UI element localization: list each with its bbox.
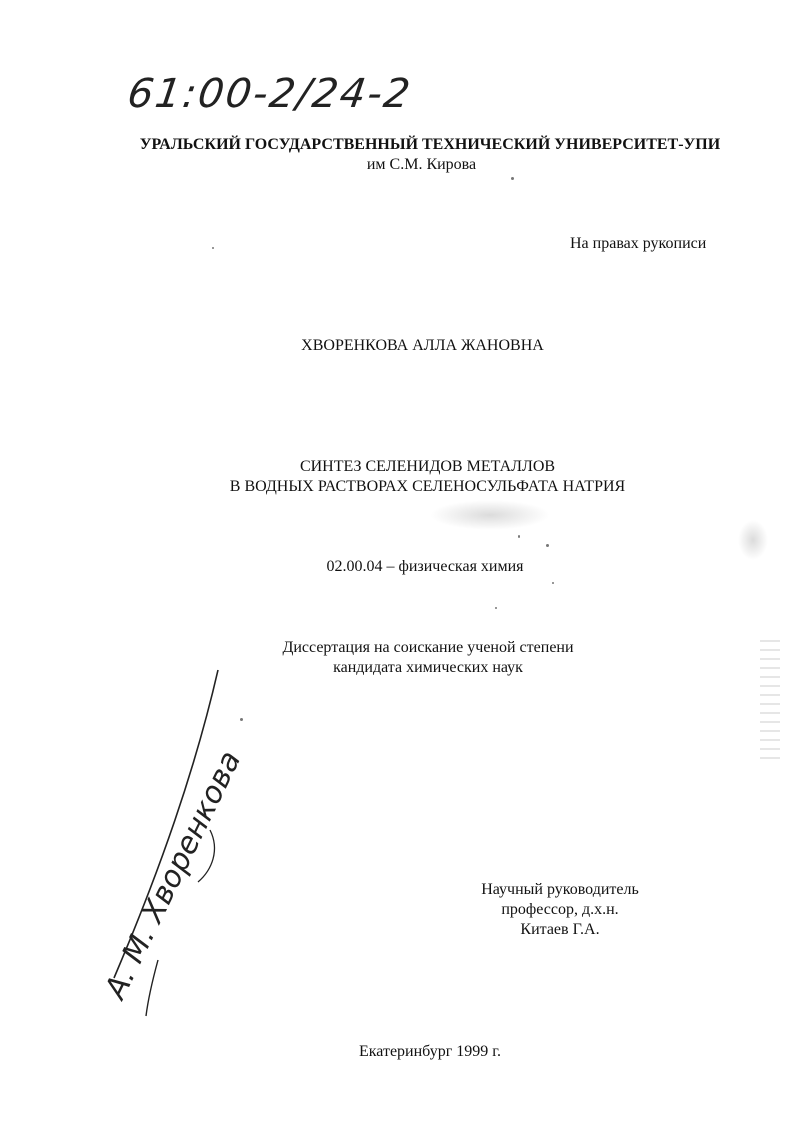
rights-note: На правах рукописи bbox=[570, 235, 707, 252]
scan-speck bbox=[495, 607, 497, 609]
university-name: УРАЛЬСКИЙ ГОСУДАРСТВЕННЫЙ ТЕХНИЧЕСКИЙ УНИВЕРСИТЕТ-УПИ bbox=[139, 136, 721, 153]
university-subtitle: им С.М. Кирова bbox=[366, 156, 477, 173]
degree-line2: кандидата химических наук bbox=[333, 659, 523, 676]
specialty-code: 02.00.04 – физическая химия bbox=[326, 558, 524, 575]
supervisor-name: Китаев Г.А. bbox=[520, 921, 600, 938]
signature: А. М. Хворенкова bbox=[98, 745, 249, 1005]
scan-speck bbox=[546, 544, 549, 547]
scan-speck bbox=[552, 582, 554, 584]
scan-edge-artifact bbox=[760, 640, 780, 760]
scan-speck bbox=[240, 718, 243, 721]
scan-speck bbox=[212, 247, 214, 249]
city-year: Екатеринбург 1999 г. bbox=[358, 1043, 502, 1060]
handwritten-catalog-code: 61:00-2/24-2 bbox=[124, 71, 415, 117]
dissertation-title-line1: СИНТЕЗ СЕЛЕНИДОВ МЕТАЛЛОВ bbox=[299, 458, 556, 475]
supervisor-degree: профессор, д.х.н. bbox=[501, 901, 619, 918]
author-name: ХВОРЕНКОВА АЛЛА ЖАНОВНА bbox=[301, 337, 544, 354]
scan-edge-artifact bbox=[738, 520, 768, 560]
scan-speck bbox=[518, 535, 520, 538]
supervisor-label: Научный руководитель bbox=[481, 881, 639, 898]
stamp-smudge bbox=[430, 500, 550, 530]
dissertation-title-line2: В ВОДНЫХ РАСТВОРАХ СЕЛЕНОСУЛЬФАТА НАТРИЯ bbox=[229, 478, 626, 495]
scan-speck bbox=[511, 177, 514, 180]
degree-line1: Диссертация на соискание ученой степени bbox=[282, 639, 574, 656]
